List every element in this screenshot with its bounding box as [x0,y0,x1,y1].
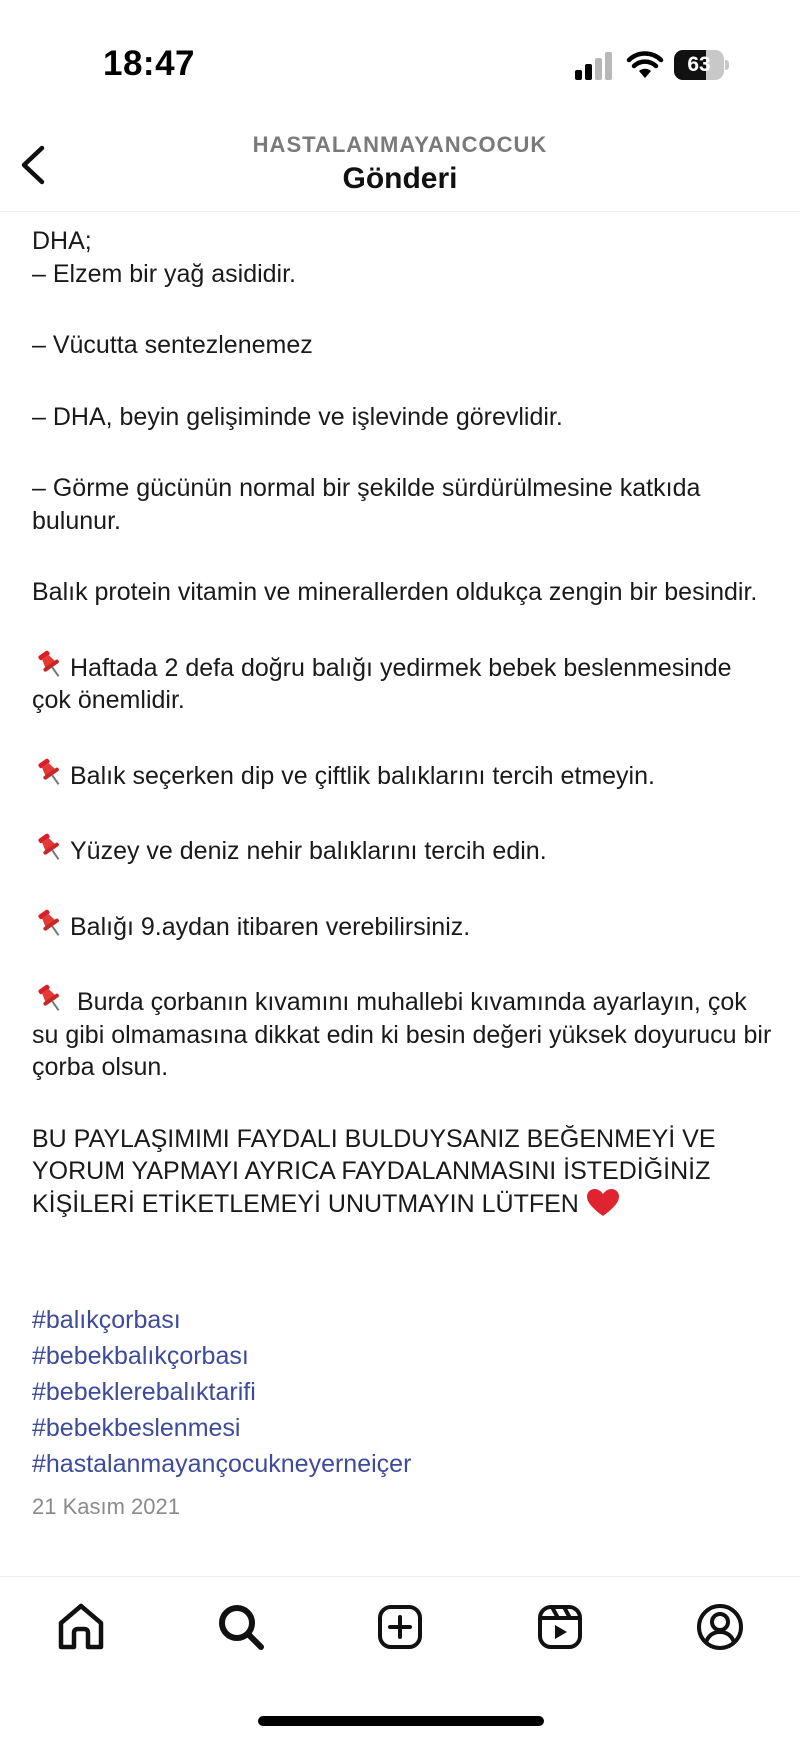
tip-4-text: Balığı 9.aydan itibaren verebilirsiniz. [70,912,471,941]
hashtag-list [32,1302,772,1482]
create-icon[interactable] [372,1599,428,1655]
hashtag-link[interactable]: #bebeklerebalıktarifi [32,1378,256,1406]
tip-2-text: Balık seçerken dip ve çiftlik balıklarını tercih etmeyin. [70,761,655,790]
caption-bullet-3: – DHA, beyin gelişiminde ve işlevinde görevlidir. [32,402,563,431]
header-account-name[interactable]: HASTALANMAYANCOCUK [252,132,548,157]
red-heart-icon [586,1188,620,1218]
battery-icon [674,50,730,80]
caption-tip-1 [32,648,772,717]
caption-tip-5 [32,982,772,1084]
tip-5-text: Burda çorbanın kıvamını muhallebi kıvamında ayarlayın, çok su gibi olmamasına dikkat edin ki besin değeri yüksek doyurucu bir çorba olsun. [32,988,772,1081]
caption-tip-4 [32,907,772,944]
caption-dha-heading: DHA; [32,227,92,255]
caption-bullet-1: – Elzem bir yağ asididir. [32,259,297,288]
status-time: 18:47 [103,44,196,83]
wifi-icon [626,50,664,80]
home-indicator[interactable] [258,1716,544,1726]
caption-paragraph-fish: Balık protein vitamin ve minerallerden oldukça zengin bir besindir. [32,578,758,606]
caption-call-to-action [32,1123,772,1221]
bottom-tab-bar [0,1576,800,1676]
cellular-signal-icon [574,52,614,80]
pushpin-icon [32,756,68,788]
caption-tip-3 [32,831,772,868]
hashtag-link[interactable]: #hastalanmayançocukneyerneiçer [32,1450,412,1478]
pushpin-icon [32,907,68,939]
hashtag-link[interactable]: #balıkçorbası [32,1306,181,1334]
tip-3-text: Yüzey ve deniz nehir balıklarını tercih edin. [70,837,547,865]
post-header [0,112,800,212]
caption-bullet-2: – Vücutta sentezlenemez [32,331,313,359]
caption-tip-2 [32,756,772,793]
hashtag-link[interactable]: #bebekbeslenmesi [32,1414,241,1442]
tip-1-text: Haftada 2 defa doğru balığı yedirmek bebek beslenmesinde çok önemlidir. [32,653,732,714]
pushpin-icon [32,982,68,1014]
post-caption [32,225,772,1220]
caption-bullet-4: – Görme gücünün normal bir şekilde sürdürülmesine katkıda bulunur. [32,474,701,535]
call-to-action-text: BU PAYLAŞIMIMI FAYDALI BULDUYSANIZ BEĞENMEYİ VE YORUM YAPMAYI AYRICA FAYDALANMASINI İSTEDİĞİNİZ KİŞİLERİ ETİKETLEMEYİ UNUTMAYIN LÜTFEN [32,1124,716,1218]
battery-level: 63 [687,53,711,76]
profile-icon[interactable] [692,1599,748,1655]
pushpin-icon [32,831,68,863]
reels-icon[interactable] [532,1599,588,1655]
status-bar [0,0,800,110]
home-icon[interactable] [53,1599,109,1655]
hashtag-link[interactable]: #bebekbalıkçorbası [32,1342,249,1370]
search-icon[interactable] [213,1599,269,1655]
page-title: Gönderi [342,162,458,195]
pushpin-icon [32,648,68,680]
post-date: 21 Kasım 2021 [32,1494,180,1519]
